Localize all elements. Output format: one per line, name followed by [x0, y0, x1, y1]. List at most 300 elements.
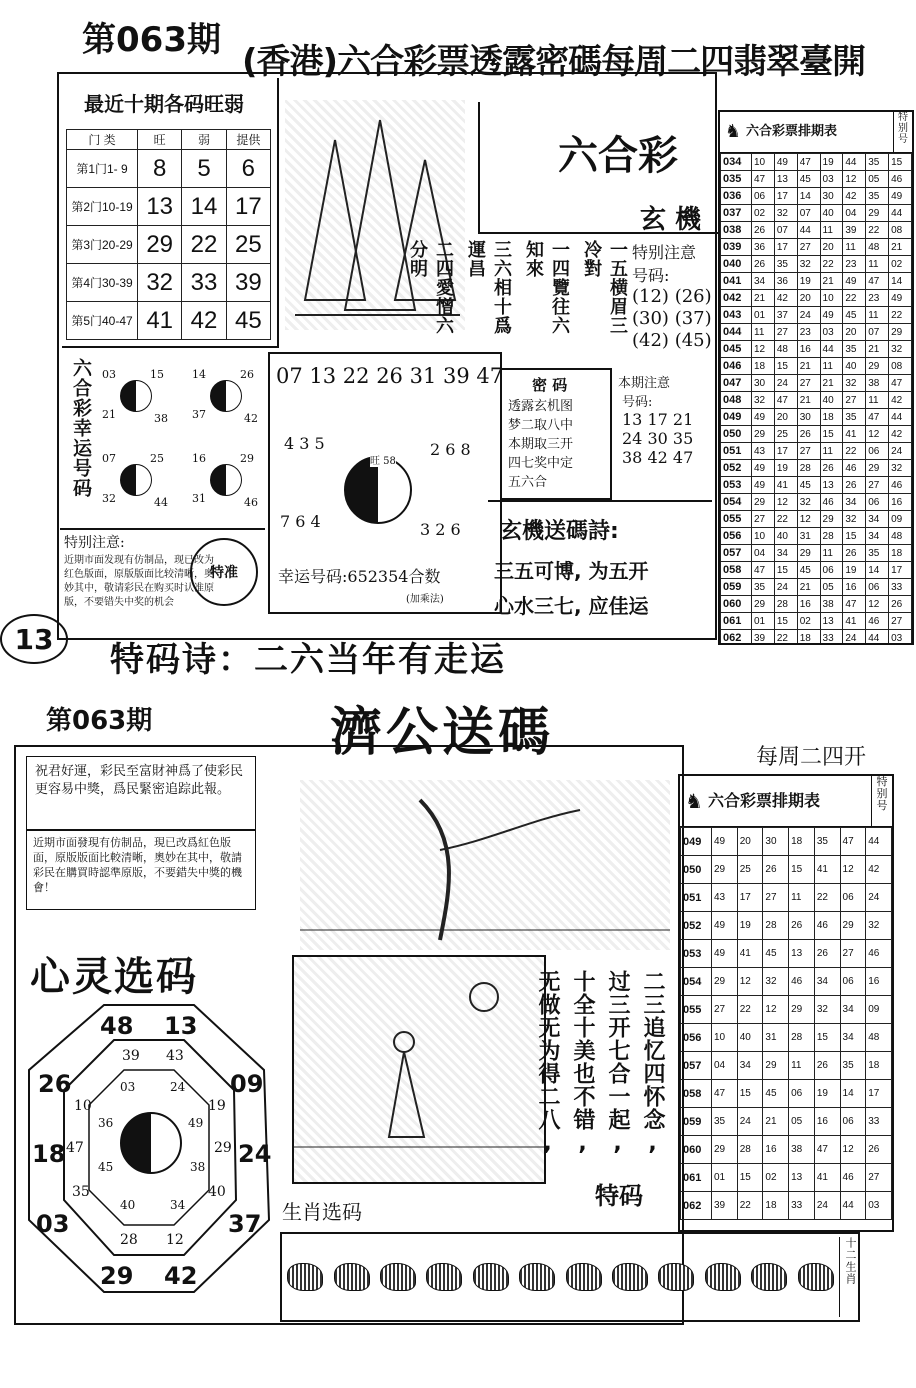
hot-row-label: 第3门20-29 [67, 226, 138, 264]
schedule-number: 47 [843, 596, 866, 613]
schedule-row [721, 392, 912, 409]
schedule-side-label: 特别号 [893, 112, 912, 152]
schedule-number: 11 [866, 256, 889, 273]
schedule-row [681, 1024, 892, 1052]
schedule-number: 49 [752, 460, 775, 477]
schedule-number: 24 [814, 1192, 840, 1220]
poem-col: 一四覽往六知來 [523, 240, 570, 335]
schedule-number: 12 [752, 341, 775, 358]
schedule-number: 42 [843, 188, 866, 205]
schedule-number: 41 [737, 940, 763, 968]
wheel-mid: 40 [208, 1184, 226, 1200]
schedule-number: 26 [797, 426, 820, 443]
schedule-number: 24 [774, 375, 797, 392]
bottom-title: 濟公送碼 [330, 703, 555, 763]
schedule-number: 21 [889, 239, 912, 256]
wheel-inner: 24 [170, 1080, 186, 1094]
schedule-number: 15 [789, 856, 815, 884]
goat-icon [612, 1263, 648, 1291]
schedule-number: 42 [774, 290, 797, 307]
yy-num: 21 [102, 408, 116, 421]
schedule-number: 41 [843, 613, 866, 630]
schedule-period: 055 [681, 996, 712, 1024]
hot-cell: 6 [226, 150, 270, 188]
schedule-number: 32 [763, 968, 789, 996]
schedule-row [721, 477, 912, 494]
schedule-number: 03 [820, 171, 843, 188]
hot-cell: 5 [182, 150, 226, 188]
schedule-number: 26 [789, 912, 815, 940]
schedule-period: 046 [721, 358, 752, 375]
right-poem-col: 过三开七合一起, [605, 970, 630, 1157]
schedule-period: 053 [681, 940, 712, 968]
schedule-number: 39 [843, 222, 866, 239]
schedule-number: 29 [840, 912, 866, 940]
schedule-number: 13 [820, 477, 843, 494]
schedule-number: 46 [843, 460, 866, 477]
wheel-inner: 45 [98, 1160, 114, 1174]
dragon-icon [473, 1263, 509, 1291]
schedule-number: 07 [866, 324, 889, 341]
wheel-inner: 03 [120, 1080, 136, 1094]
schedule-number: 19 [797, 273, 820, 290]
yy-num: 15 [150, 368, 164, 381]
schedule-row [721, 256, 912, 273]
schedule-row [681, 912, 892, 940]
tema-poem: 特码诗：二六当年有走运 [110, 640, 506, 680]
schedule-number: 15 [843, 528, 866, 545]
schedule-number: 12 [866, 596, 889, 613]
schedule-row [721, 511, 912, 528]
schedule-grid [680, 827, 892, 1220]
schedule-number: 22 [774, 630, 797, 646]
hot-cell: 29 [138, 226, 182, 264]
page-number: 13 [14, 622, 54, 656]
schedule-number: 32 [889, 341, 912, 358]
horse-icon: ♞ [685, 789, 703, 813]
schedule-number: 13 [789, 940, 815, 968]
schedule-number: 41 [814, 856, 840, 884]
greeting-box [26, 756, 256, 830]
schedule-number: 33 [866, 1108, 892, 1136]
schedule-number: 17 [889, 562, 912, 579]
schedule-number: 18 [797, 630, 820, 646]
yinyang-group [192, 452, 272, 517]
schedule-number: 49 [752, 477, 775, 494]
yy-num: 26 [240, 368, 254, 381]
center-right-nums: 2 6 8 [430, 440, 471, 459]
schedule-number: 45 [843, 307, 866, 324]
schedule-number: 26 [814, 1052, 840, 1080]
wheel-mid: 47 [66, 1140, 84, 1156]
schedule-number: 46 [866, 613, 889, 630]
schedule-number: 43 [712, 884, 738, 912]
wheel-outer: 48 [100, 1012, 134, 1040]
wheel-mid: 39 [122, 1048, 140, 1064]
schedule-number: 05 [820, 579, 843, 596]
schedule-number: 44 [889, 205, 912, 222]
schedule-number: 48 [866, 1024, 892, 1052]
schedule-number: 26 [752, 256, 775, 273]
hot-cell: 32 [138, 264, 182, 302]
mind-select-title: 心灵选码 [30, 954, 198, 1000]
issue-number: 第063期 [82, 20, 221, 60]
schedule-row [721, 154, 912, 171]
schedule-number: 23 [843, 256, 866, 273]
schedule-row [721, 205, 912, 222]
schedule-period: 047 [721, 375, 752, 392]
schedule-number: 03 [889, 630, 912, 646]
schedule-number: 24 [737, 1108, 763, 1136]
hot-cell: 33 [182, 264, 226, 302]
schedule-title: 六合彩票排期表 [708, 791, 821, 810]
schedule-number: 42 [889, 392, 912, 409]
schedule-grid [720, 153, 912, 645]
schedule-period: 052 [721, 460, 752, 477]
schedule-number: 37 [774, 307, 797, 324]
schedule-number: 03 [820, 324, 843, 341]
schedule-number: 39 [712, 1192, 738, 1220]
schedule-number: 31 [797, 528, 820, 545]
page-number-badge [0, 614, 68, 664]
schedule-period: 042 [721, 290, 752, 307]
schedule-number: 20 [737, 828, 763, 856]
schedule-number: 40 [843, 358, 866, 375]
schedule-number: 06 [866, 443, 889, 460]
schedule-number: 46 [820, 494, 843, 511]
schedule-number: 34 [840, 996, 866, 1024]
schedule-number: 27 [752, 511, 775, 528]
schedule-number: 14 [840, 1080, 866, 1108]
schedule-number: 20 [797, 290, 820, 307]
schedule-number: 42 [889, 426, 912, 443]
schedule-number: 35 [752, 579, 775, 596]
schedule-period: 059 [681, 1108, 712, 1136]
wheel-mid: 29 [214, 1140, 232, 1156]
schedule-number: 22 [820, 256, 843, 273]
schedule-number: 49 [889, 290, 912, 307]
schedule-row [721, 426, 912, 443]
schedule-number: 35 [866, 188, 889, 205]
schedule-number: 17 [774, 443, 797, 460]
schedule-number: 32 [866, 912, 892, 940]
hot-row-label: 第4门30-39 [67, 264, 138, 302]
top-title: (香港)六合彩票透露密碼每周二四翡翠臺開 [242, 42, 866, 82]
schedule-number: 06 [752, 188, 775, 205]
schedule-row [721, 239, 912, 256]
schedule-period: 058 [681, 1080, 712, 1108]
schedule-number: 16 [797, 596, 820, 613]
schedule-number: 36 [774, 273, 797, 290]
schedule-number: 32 [797, 494, 820, 511]
schedule-row [721, 307, 912, 324]
schedule-number: 12 [774, 494, 797, 511]
schedule-number: 21 [820, 375, 843, 392]
schedule-row [681, 1136, 892, 1164]
schedule-number: 04 [843, 205, 866, 222]
notice-text: 近期市面发现有仿制品，现已改为红色版面，原版版面比较清晰，奥妙其中，敬请彩民在购买时认准原版，不要错失中奖的机会 [64, 555, 214, 608]
schedule-number: 11 [820, 222, 843, 239]
schedule-number: 11 [752, 324, 775, 341]
schedule-row [681, 1080, 892, 1108]
schedule-number: 46 [814, 912, 840, 940]
schedule-row [721, 341, 912, 358]
schedule-number: 49 [843, 273, 866, 290]
schedule-table-top [718, 110, 914, 645]
bottom-notice-text: 近期市面發現有仿制品，現已改爲紅色版面，原版版面比較清晰，奧妙在其中，敬請彩民在購買時認準原版，不要錯失中獎的機會！ [33, 836, 242, 894]
schedule-number: 08 [889, 222, 912, 239]
yy-num: 42 [244, 412, 258, 425]
schedule-side-label: 特别号 [871, 776, 892, 826]
hot-row-label: 第5门40-47 [67, 302, 138, 340]
hot-row-label: 第2门10-19 [67, 188, 138, 226]
schedule-number: 18 [752, 358, 775, 375]
schedule-number: 28 [820, 528, 843, 545]
schedule-number: 49 [712, 828, 738, 856]
schedule-period: 043 [721, 307, 752, 324]
schedule-number: 46 [840, 1164, 866, 1192]
schedule-number: 33 [820, 630, 843, 646]
schedule-period: 041 [721, 273, 752, 290]
schedule-number: 32 [797, 256, 820, 273]
schedule-number: 19 [814, 1080, 840, 1108]
schedule-number: 26 [752, 222, 775, 239]
schedule-number: 14 [889, 273, 912, 290]
schedule-period: 054 [681, 968, 712, 996]
schedule-number: 36 [752, 239, 775, 256]
schedule-number: 48 [866, 239, 889, 256]
schedule-period: 053 [721, 477, 752, 494]
yy-num: 25 [150, 452, 164, 465]
schedule-number: 25 [737, 856, 763, 884]
schedule-number: 15 [737, 1080, 763, 1108]
schedule-number: 32 [814, 996, 840, 1024]
schedule-number: 09 [866, 996, 892, 1024]
schedule-number: 12 [866, 426, 889, 443]
pig-icon [798, 1263, 834, 1291]
special-code: (37) [674, 308, 712, 329]
schedule-number: 25 [774, 426, 797, 443]
wheel-mid: 12 [166, 1232, 184, 1248]
schedule-row [681, 1108, 892, 1136]
schedule-period: 062 [721, 630, 752, 646]
mima-box [500, 368, 612, 500]
poem-col: 二四愛憎六分明 [407, 240, 454, 335]
special-label-2: 号码: [632, 266, 670, 285]
hot-cell: 42 [182, 302, 226, 340]
horse-icon: ♞ [724, 121, 742, 142]
schedule-number: 15 [889, 154, 912, 171]
schedule-period: 049 [721, 409, 752, 426]
schedule-number: 12 [797, 511, 820, 528]
bottom-frequency: 每周二四开 [756, 745, 867, 770]
schedule-period: 050 [721, 426, 752, 443]
schedule-number: 11 [866, 392, 889, 409]
schedule-number: 22 [774, 511, 797, 528]
schedule-number: 30 [752, 375, 775, 392]
schedule-number: 29 [752, 426, 775, 443]
schedule-number: 29 [712, 968, 738, 996]
schedule-number: 02 [889, 256, 912, 273]
yinyang-group [102, 452, 182, 517]
special-code: (12) [632, 286, 669, 307]
schedule-period: 055 [721, 511, 752, 528]
schedule-period: 035 [721, 171, 752, 188]
right-poem-col: 无做无为得二八, [535, 970, 560, 1157]
schedule-number: 33 [789, 1192, 815, 1220]
schedule-number: 27 [712, 996, 738, 1024]
schedule-number: 24 [797, 307, 820, 324]
schedule-period: 048 [721, 392, 752, 409]
schedule-row [721, 290, 912, 307]
schedule-period: 036 [721, 188, 752, 205]
special-notice-box [60, 528, 265, 630]
schedule-number: 41 [774, 477, 797, 494]
schedule-number: 24 [843, 630, 866, 646]
center-br-nums: 3 2 6 [420, 520, 461, 539]
schedule-number: 41 [843, 426, 866, 443]
schedule-number: 24 [774, 579, 797, 596]
schedule-number: 47 [752, 562, 775, 579]
schedule-number: 40 [774, 528, 797, 545]
schedule-number: 17 [737, 884, 763, 912]
schedule-period: 056 [721, 528, 752, 545]
schedule-number: 46 [789, 968, 815, 996]
schedule-row [721, 358, 912, 375]
yy-num: 31 [192, 492, 206, 505]
schedule-number: 41 [814, 1164, 840, 1192]
yinyang-group [102, 368, 182, 433]
schedule-period: 040 [721, 256, 752, 273]
schedule-number: 30 [820, 188, 843, 205]
schedule-number: 11 [820, 545, 843, 562]
wheel-outer: 29 [100, 1262, 134, 1290]
schedule-number: 19 [843, 562, 866, 579]
schedule-number: 01 [752, 613, 775, 630]
schedule-number: 06 [840, 1108, 866, 1136]
schedule-number: 49 [820, 307, 843, 324]
wheel-outer: 03 [36, 1210, 70, 1238]
schedule-number: 35 [840, 1052, 866, 1080]
schedule-number: 48 [889, 528, 912, 545]
schedule-number: 32 [889, 460, 912, 477]
schedule-number: 46 [889, 171, 912, 188]
schedule-number: 27 [797, 239, 820, 256]
schedule-number: 28 [797, 460, 820, 477]
lucky-sum: 幸运号码:652354合数 [278, 567, 441, 586]
schedule-row [681, 940, 892, 968]
yy-num: 16 [192, 452, 206, 465]
schedule-number: 34 [866, 511, 889, 528]
schedule-number: 32 [843, 375, 866, 392]
wheel-mid: 43 [166, 1048, 184, 1064]
schedule-number: 17 [774, 188, 797, 205]
schedule-number: 03 [866, 1192, 892, 1220]
schedule-number: 34 [843, 494, 866, 511]
schedule-number: 31 [763, 1024, 789, 1052]
rooster-icon [705, 1263, 741, 1291]
schedule-row [721, 222, 912, 239]
schedule-number: 02 [763, 1164, 789, 1192]
schedule-number: 08 [889, 358, 912, 375]
schedule-period: 062 [681, 1192, 712, 1220]
schedule-number: 12 [843, 171, 866, 188]
schedule-row [681, 1164, 892, 1192]
yy-num: 03 [102, 368, 116, 381]
schedule-number: 11 [866, 307, 889, 324]
schedule-number: 22 [814, 884, 840, 912]
schedule-number: 27 [866, 477, 889, 494]
schedule-period: 049 [681, 828, 712, 856]
brand-box [478, 102, 718, 234]
tree-icon [300, 780, 670, 950]
bagua-wheel [24, 1000, 274, 1300]
brand-title: 六合彩 [558, 133, 678, 179]
schedule-number: 06 [840, 884, 866, 912]
schedule-number: 35 [814, 828, 840, 856]
schedule-number: 27 [797, 443, 820, 460]
xuanji-line: 三五可博, 为五开 [494, 559, 649, 583]
schedule-number: 16 [843, 579, 866, 596]
hot-cold-table [66, 129, 271, 340]
schedule-number: 47 [774, 392, 797, 409]
special-code: (42) [632, 330, 669, 351]
schedule-number: 16 [814, 1108, 840, 1136]
schedule-number: 47 [752, 171, 775, 188]
schedule-number: 21 [797, 358, 820, 375]
schedule-row [721, 562, 912, 579]
tiger-icon [380, 1263, 416, 1291]
schedule-number: 38 [866, 375, 889, 392]
schedule-number: 29 [752, 596, 775, 613]
schedule-number: 47 [814, 1136, 840, 1164]
schedule-number: 44 [843, 154, 866, 171]
yy-num: 44 [154, 496, 168, 509]
brand-subtitle: 玄 機 [640, 205, 702, 235]
schedule-number: 32 [774, 205, 797, 222]
schedule-number: 06 [866, 494, 889, 511]
schedule-number: 28 [737, 1136, 763, 1164]
schedule-number: 27 [797, 375, 820, 392]
poem-col: 三六相十爲運昌 [465, 240, 512, 335]
schedule-number: 34 [866, 528, 889, 545]
schedule-period: 051 [721, 443, 752, 460]
schedule-number: 20 [774, 409, 797, 426]
landscape-illustration [300, 780, 670, 950]
wheel-inner: 38 [190, 1160, 206, 1174]
dog-icon [751, 1263, 787, 1291]
bottom-issue-number: 第063期 [46, 706, 153, 736]
schedule-number: 21 [763, 1108, 789, 1136]
schedule-number: 21 [752, 290, 775, 307]
schedule-number: 35 [774, 256, 797, 273]
schedule-number: 28 [789, 1024, 815, 1052]
hot-cell: 39 [226, 264, 270, 302]
schedule-number: 32 [752, 392, 775, 409]
figure-illustration [292, 955, 546, 1184]
poem-col: 一五横眉三冷對 [581, 240, 628, 335]
xuanji-line: 心水三七, 应佳运 [494, 594, 649, 618]
schedule-number: 19 [820, 154, 843, 171]
schedule-number: 26 [814, 940, 840, 968]
wheel-outer: 18 [32, 1140, 66, 1168]
schedule-period: 037 [721, 205, 752, 222]
mima-title: 密 码 [532, 376, 568, 394]
schedule-number: 16 [889, 494, 912, 511]
yinyang-group [192, 368, 272, 433]
schedule-number: 44 [866, 630, 889, 646]
schedule-row [681, 884, 892, 912]
